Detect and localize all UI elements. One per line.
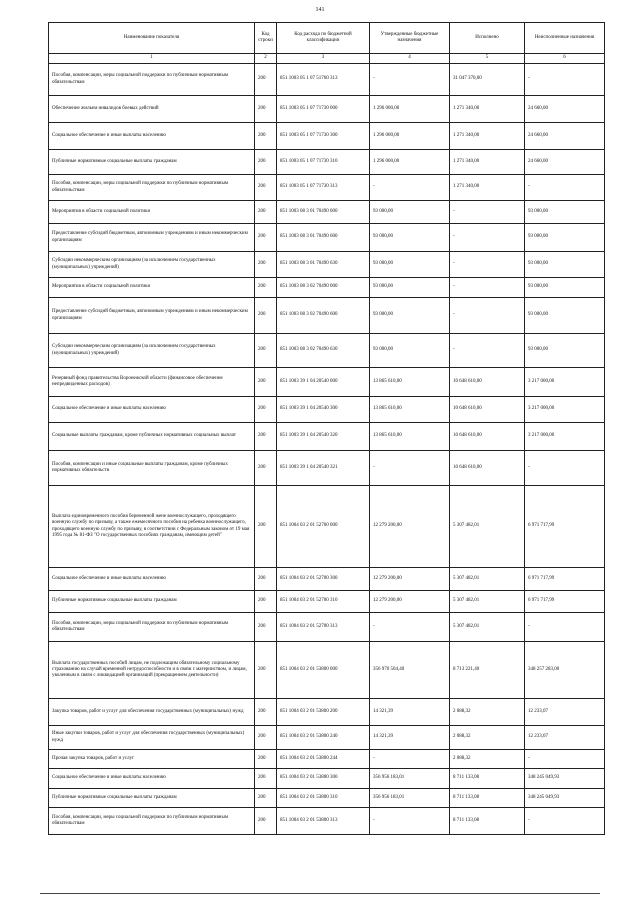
line-code: 200 bbox=[255, 750, 277, 769]
executed-amount: 5 307 482,01 bbox=[450, 613, 525, 642]
unexecuted-amount: 6 971 717,99 bbox=[525, 486, 605, 568]
indicator-name: Социальное обеспечение и иные выплаты населению bbox=[49, 397, 255, 423]
indicator-name: Пособия, компенсации, меры социальной поддержки по публичным нормативным обязательствам bbox=[49, 613, 255, 642]
indicator-name: Субсидии некоммерческим организациям (за исключением государственных (муниципальных) учреждений) bbox=[49, 334, 255, 368]
approved-amount: - bbox=[370, 808, 450, 835]
table-row bbox=[49, 64, 605, 96]
budget-classification-code: 851 1004 03 2 01 52700 000 bbox=[277, 486, 370, 568]
page-number: 141 bbox=[315, 7, 325, 13]
budget-classification-code: 851 1003 08 3 01 70490 630 bbox=[277, 252, 370, 278]
unexecuted-amount: 3 217 000,00 bbox=[525, 397, 605, 423]
column-number: 4 bbox=[370, 54, 450, 64]
line-code: 200 bbox=[255, 201, 277, 224]
table-row bbox=[49, 150, 605, 175]
approved-amount: 93 000,00 bbox=[370, 298, 450, 334]
indicator-name: Пособия, компенсации, меры социальной поддержки по публичным нормативным обязательствам bbox=[49, 64, 255, 96]
indicator-name: Социальное обеспечение и иные выплаты населению bbox=[49, 123, 255, 150]
column-number-row bbox=[49, 54, 605, 64]
approved-amount: 356 956 183,01 bbox=[370, 789, 450, 808]
indicator-name: Резервный фонд правительства Воронежской области (финансовое обеспечение непредвиденных расходов) bbox=[49, 368, 255, 397]
executed-amount: 8 711 133,08 bbox=[450, 808, 525, 835]
indicator-name: Обеспечение жильем инвалидов боевых действий bbox=[49, 96, 255, 123]
executed-amount: 5 307 482,01 bbox=[450, 591, 525, 613]
column-number: 5 bbox=[450, 54, 525, 64]
budget-classification-code: 851 1003 05 1 07 71730 300 bbox=[277, 123, 370, 150]
line-code: 200 bbox=[255, 175, 277, 201]
executed-amount: 10 648 610,00 bbox=[450, 368, 525, 397]
unexecuted-amount: 24 660,00 bbox=[525, 123, 605, 150]
budget-classification-code: 851 1003 05 1 07 71730 000 bbox=[277, 96, 370, 123]
unexecuted-amount: 3 217 000,00 bbox=[525, 368, 605, 397]
table-row bbox=[49, 613, 605, 642]
indicator-name: Мероприятия в области социальной политики bbox=[49, 201, 255, 224]
header-cell: Исполнено bbox=[450, 23, 525, 54]
unexecuted-amount: - bbox=[525, 808, 605, 835]
line-code: 200 bbox=[255, 64, 277, 96]
executed-amount: 1 271 340,00 bbox=[450, 150, 525, 175]
column-number: 6 bbox=[525, 54, 605, 64]
header-cell: Код строки bbox=[255, 23, 277, 54]
table-row bbox=[49, 252, 605, 278]
unexecuted-amount: 93 000,00 bbox=[525, 334, 605, 368]
page-bottom-rule bbox=[40, 893, 600, 894]
unexecuted-amount: 3 217 000,00 bbox=[525, 423, 605, 451]
indicator-name: Иные закупки товаров, работ и услуг для обеспечения государственных (муниципальных) нужд bbox=[49, 726, 255, 750]
indicator-name: Пособия, компенсации, меры социальной поддержки по публичным нормативным обязательствам bbox=[49, 175, 255, 201]
indicator-name: Выплата государственных пособий лицам, не подлежащим обязательному социальному страхованию на случай временной нетрудоспособности и в связи с материнством, и лицам, уволенным в связи с ликвидацией организаций (прекращением деятельности) bbox=[49, 642, 255, 699]
header-cell: Код расхода по бюджетной классификации bbox=[277, 23, 370, 54]
indicator-name: Субсидии некоммерческим организациям (за исключением государственных (муниципальных) учреждений) bbox=[49, 252, 255, 278]
executed-amount: 10 648 610,00 bbox=[450, 397, 525, 423]
approved-amount: 12 279 200,00 bbox=[370, 568, 450, 591]
unexecuted-amount: 12 233,07 bbox=[525, 699, 605, 726]
table-row bbox=[49, 591, 605, 613]
executed-amount: 5 307 482,01 bbox=[450, 568, 525, 591]
line-code: 200 bbox=[255, 397, 277, 423]
budget-classification-code: 851 1004 03 2 01 53800 200 bbox=[277, 699, 370, 726]
budget-classification-code: 851 1003 08 3 02 70490 600 bbox=[277, 298, 370, 334]
table-row bbox=[49, 789, 605, 808]
unexecuted-amount: 6 971 717,99 bbox=[525, 591, 605, 613]
line-code: 200 bbox=[255, 224, 277, 252]
column-number: 2 bbox=[255, 54, 277, 64]
budget-classification-code: 851 1004 03 2 01 53800 244 bbox=[277, 750, 370, 769]
approved-amount: - bbox=[370, 175, 450, 201]
approved-amount: 1 296 000,00 bbox=[370, 96, 450, 123]
line-code: 200 bbox=[255, 699, 277, 726]
indicator-name: Закупка товаров, работ и услуг для обеспечения государственных (муниципальных) нужд bbox=[49, 699, 255, 726]
table-row bbox=[49, 568, 605, 591]
line-code: 200 bbox=[255, 423, 277, 451]
unexecuted-amount: - bbox=[525, 64, 605, 96]
table-body bbox=[49, 64, 605, 835]
indicator-name: Социальное обеспечение и иные выплаты населению bbox=[49, 568, 255, 591]
indicator-name: Социальное обеспечение и иные выплаты населению bbox=[49, 769, 255, 789]
approved-amount: 1 296 000,00 bbox=[370, 123, 450, 150]
executed-amount: - bbox=[450, 224, 525, 252]
unexecuted-amount: 93 000,00 bbox=[525, 298, 605, 334]
line-code: 200 bbox=[255, 486, 277, 568]
indicator-name: Публичные нормативные социальные выплаты гражданам bbox=[49, 789, 255, 808]
unexecuted-amount: 12 233,07 bbox=[525, 726, 605, 750]
executed-amount: 1 271 340,00 bbox=[450, 123, 525, 150]
approved-amount: - bbox=[370, 613, 450, 642]
header-cell: Утвержденные бюджетные назначения bbox=[370, 23, 450, 54]
budget-classification-code: 851 1003 08 3 02 70490 630 bbox=[277, 334, 370, 368]
executed-amount: 1 271 340,00 bbox=[450, 96, 525, 123]
indicator-name: Пособия, компенсации и иные социальные выплаты гражданам, кроме публичных нормативных обязательств bbox=[49, 451, 255, 486]
budget-classification-code: 851 1003 05 1 07 51760 313 bbox=[277, 64, 370, 96]
approved-amount: 93 000,00 bbox=[370, 252, 450, 278]
approved-amount: 13 865 610,00 bbox=[370, 368, 450, 397]
table-row bbox=[49, 486, 605, 568]
table-row bbox=[49, 368, 605, 397]
header-cell: Неисполненные назначения bbox=[525, 23, 605, 54]
indicator-name: Социальные выплаты гражданам, кроме публичных нормативных социальных выплат bbox=[49, 423, 255, 451]
budget-classification-code: 851 1003 08 3 02 70490 000 bbox=[277, 278, 370, 298]
unexecuted-amount: 93 000,00 bbox=[525, 201, 605, 224]
unexecuted-amount: 93 000,00 bbox=[525, 224, 605, 252]
indicator-name: Выплата единовременного пособия беременной жене военнослужащего, проходящего военную службу по призыву, а также ежемесячного пособия на ребенка военнослужащего, проходящего военную службу по призыву, в соответствии с Федеральным законом от 19 мая 1995 года № 81-ФЗ "О государственных пособиях гражданам, имеющим детей" bbox=[49, 486, 255, 568]
table-row bbox=[49, 96, 605, 123]
unexecuted-amount: - bbox=[525, 750, 605, 769]
table-row bbox=[49, 451, 605, 486]
approved-amount: 13 865 610,00 bbox=[370, 423, 450, 451]
line-code: 200 bbox=[255, 298, 277, 334]
line-code: 200 bbox=[255, 769, 277, 789]
budget-classification-code: 851 1003 39 1 04 20540 321 bbox=[277, 451, 370, 486]
table-row bbox=[49, 298, 605, 334]
executed-amount: 5 307 482,01 bbox=[450, 486, 525, 568]
approved-amount: 93 000,00 bbox=[370, 201, 450, 224]
budget-classification-code: 851 1003 39 1 04 20540 300 bbox=[277, 397, 370, 423]
line-code: 200 bbox=[255, 451, 277, 486]
approved-amount: 14 321,39 bbox=[370, 726, 450, 750]
executed-amount: 10 648 610,00 bbox=[450, 451, 525, 486]
approved-amount: 1 296 000,00 bbox=[370, 150, 450, 175]
executed-amount: 1 271 340,00 bbox=[450, 175, 525, 201]
indicator-name: Предоставление субсидий бюджетным, автономным учреждениям и иным некоммерческим организациям bbox=[49, 224, 255, 252]
table-row bbox=[49, 278, 605, 298]
approved-amount: - bbox=[370, 750, 450, 769]
budget-classification-code: 851 1003 39 1 04 20540 000 bbox=[277, 368, 370, 397]
table-row bbox=[49, 750, 605, 769]
budget-classification-code: 851 1003 39 1 04 20540 320 bbox=[277, 423, 370, 451]
line-code: 200 bbox=[255, 591, 277, 613]
table-row bbox=[49, 175, 605, 201]
unexecuted-amount: - bbox=[525, 175, 605, 201]
unexecuted-amount: 93 000,00 bbox=[525, 278, 605, 298]
header-cell: Наименование показателя bbox=[49, 23, 255, 54]
executed-amount: 31 047 370,00 bbox=[450, 64, 525, 96]
executed-amount: 8 711 133,08 bbox=[450, 769, 525, 789]
executed-amount: 2 088,32 bbox=[450, 726, 525, 750]
line-code: 200 bbox=[255, 123, 277, 150]
executed-amount: - bbox=[450, 334, 525, 368]
unexecuted-amount: - bbox=[525, 451, 605, 486]
approved-amount: 12 279 200,00 bbox=[370, 486, 450, 568]
unexecuted-amount: 6 971 717,99 bbox=[525, 568, 605, 591]
budget-classification-code: 851 1004 03 2 01 53800 000 bbox=[277, 642, 370, 699]
line-code: 200 bbox=[255, 642, 277, 699]
indicator-name: Публичные нормативные социальные выплаты гражданам bbox=[49, 591, 255, 613]
budget-classification-code: 851 1003 08 3 01 70490 600 bbox=[277, 224, 370, 252]
table-row bbox=[49, 397, 605, 423]
executed-amount: 2 088,32 bbox=[450, 750, 525, 769]
budget-classification-code: 851 1003 08 3 01 70490 000 bbox=[277, 201, 370, 224]
budget-classification-code: 851 1004 03 2 01 53800 240 bbox=[277, 726, 370, 750]
approved-amount: 93 000,00 bbox=[370, 334, 450, 368]
column-number: 3 bbox=[277, 54, 370, 64]
executed-amount: - bbox=[450, 278, 525, 298]
table-row bbox=[49, 423, 605, 451]
approved-amount: 356 970 504,40 bbox=[370, 642, 450, 699]
line-code: 200 bbox=[255, 252, 277, 278]
unexecuted-amount: 348 257 283,00 bbox=[525, 642, 605, 699]
approved-amount: 356 956 183,01 bbox=[370, 769, 450, 789]
indicator-name: Публичные нормативные социальные выплаты гражданам bbox=[49, 150, 255, 175]
header-row bbox=[49, 23, 605, 54]
table-row bbox=[49, 224, 605, 252]
line-code: 200 bbox=[255, 808, 277, 835]
line-code: 200 bbox=[255, 726, 277, 750]
line-code: 200 bbox=[255, 368, 277, 397]
indicator-name: Прочая закупка товаров, работ и услуг bbox=[49, 750, 255, 769]
unexecuted-amount: 93 000,00 bbox=[525, 252, 605, 278]
table-row bbox=[49, 201, 605, 224]
unexecuted-amount: - bbox=[525, 613, 605, 642]
budget-classification-code: 851 1003 05 1 07 71730 310 bbox=[277, 150, 370, 175]
approved-amount: 12 279 200,00 bbox=[370, 591, 450, 613]
unexecuted-amount: 24 660,00 bbox=[525, 96, 605, 123]
table-row bbox=[49, 642, 605, 699]
approved-amount: 93 000,00 bbox=[370, 278, 450, 298]
executed-amount: - bbox=[450, 201, 525, 224]
line-code: 200 bbox=[255, 789, 277, 808]
budget-classification-code: 851 1004 03 2 01 53800 310 bbox=[277, 789, 370, 808]
executed-amount: 8 711 133,08 bbox=[450, 789, 525, 808]
budget-classification-code: 851 1004 03 2 01 53800 300 bbox=[277, 769, 370, 789]
table-row bbox=[49, 334, 605, 368]
indicator-name: Предоставление субсидий бюджетным, автономным учреждениям и иным некоммерческим организациям bbox=[49, 298, 255, 334]
indicator-name: Мероприятия в области социальной политики bbox=[49, 278, 255, 298]
approved-amount: 13 865 610,00 bbox=[370, 397, 450, 423]
executed-amount: 10 648 610,00 bbox=[450, 423, 525, 451]
line-code: 200 bbox=[255, 568, 277, 591]
table-row bbox=[49, 699, 605, 726]
budget-classification-code: 851 1003 05 1 07 71730 313 bbox=[277, 175, 370, 201]
table-row bbox=[49, 123, 605, 150]
executed-amount: 8 713 221,40 bbox=[450, 642, 525, 699]
budget-execution-table bbox=[48, 22, 605, 835]
budget-classification-code: 851 1004 03 2 01 52700 310 bbox=[277, 591, 370, 613]
unexecuted-amount: 348 245 049,93 bbox=[525, 769, 605, 789]
executed-amount: 2 088,32 bbox=[450, 699, 525, 726]
line-code: 200 bbox=[255, 96, 277, 123]
executed-amount: - bbox=[450, 298, 525, 334]
approved-amount: - bbox=[370, 64, 450, 96]
table-row bbox=[49, 769, 605, 789]
line-code: 200 bbox=[255, 150, 277, 175]
budget-classification-code: 851 1004 03 2 01 52700 313 bbox=[277, 613, 370, 642]
approved-amount: 93 000,00 bbox=[370, 224, 450, 252]
table-row bbox=[49, 726, 605, 750]
budget-classification-code: 851 1004 03 2 01 52700 300 bbox=[277, 568, 370, 591]
line-code: 200 bbox=[255, 278, 277, 298]
budget-classification-code: 851 1004 03 2 01 53800 313 bbox=[277, 808, 370, 835]
line-code: 200 bbox=[255, 334, 277, 368]
table-row bbox=[49, 808, 605, 835]
column-number: 1 bbox=[49, 54, 255, 64]
indicator-name: Пособия, компенсации, меры социальной поддержки по публичным нормативным обязательствам bbox=[49, 808, 255, 835]
approved-amount: 14 321,39 bbox=[370, 699, 450, 726]
unexecuted-amount: 24 660,00 bbox=[525, 150, 605, 175]
line-code: 200 bbox=[255, 613, 277, 642]
executed-amount: - bbox=[450, 252, 525, 278]
unexecuted-amount: 348 245 049,93 bbox=[525, 789, 605, 808]
approved-amount: - bbox=[370, 451, 450, 486]
